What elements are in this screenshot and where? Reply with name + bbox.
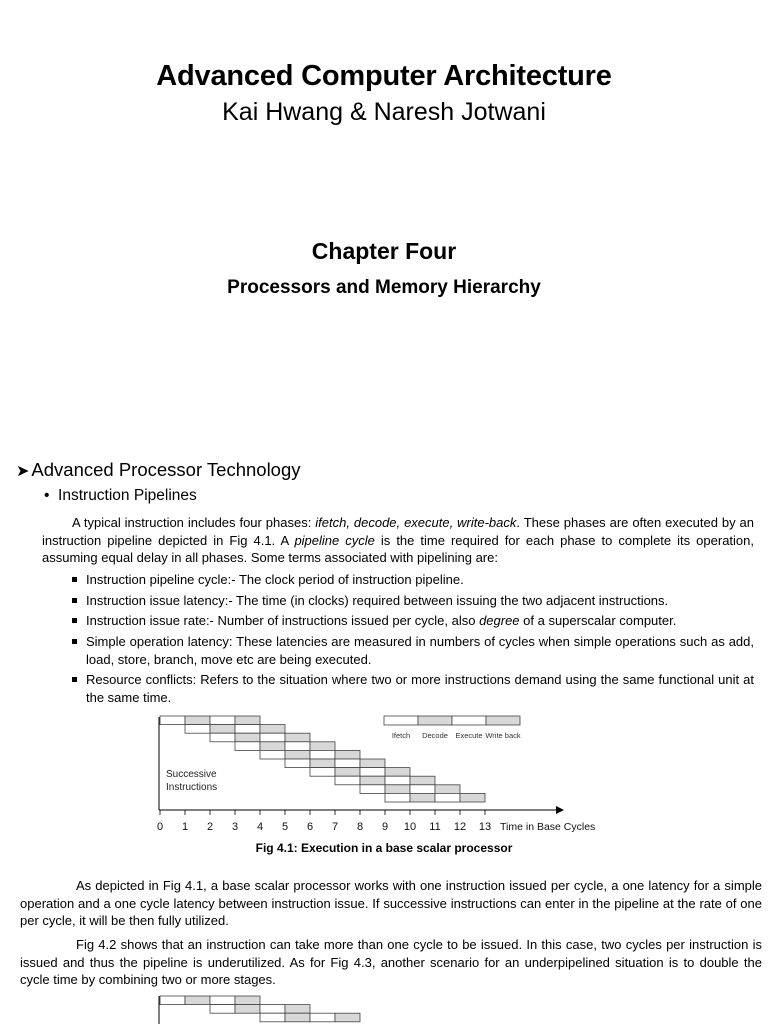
stage-cell: [185, 716, 210, 725]
stage-cell: [260, 750, 285, 759]
stage-cell: [210, 996, 235, 1005]
x-tick-label: 10: [403, 821, 417, 833]
x-tick-label: 6: [306, 821, 314, 833]
stage-cell: [260, 1005, 285, 1014]
legend-label: Write back: [485, 731, 521, 740]
stage-legend: [384, 716, 521, 740]
italic-term: degree: [479, 613, 520, 629]
legend-label: Execute: [455, 731, 483, 740]
text-run: Instruction pipeline cycle:- The clock period of instruction pipeline.: [86, 572, 464, 587]
text-run: of a superscalar computer.: [519, 613, 677, 629]
stage-cell: [335, 750, 360, 759]
x-tick-label: 11: [429, 821, 441, 833]
stage-cell: [335, 776, 360, 785]
stage-cell: [435, 793, 460, 802]
chapter-label: Chapter Four: [311, 238, 457, 264]
legend-label: Ifetch: [391, 731, 411, 740]
stage-cell: [285, 733, 310, 742]
stage-cell: [235, 725, 260, 734]
stage-cell: [210, 716, 235, 725]
next-figure-partial: [0, 994, 768, 1024]
stage-cell: [410, 785, 435, 794]
text-run: Simple operation latency: These latencies are measured in numbers of cycles when simple operations such as add, load, store, branch, move etc are being executed.: [86, 634, 754, 667]
x-tick-label: 7: [331, 821, 339, 833]
text-run: A typical instruction includes four phases:: [72, 515, 316, 530]
x-tick-label: 4: [256, 821, 264, 833]
x-tick-label: 2: [206, 821, 214, 833]
arrow-bullet-icon: ➤: [16, 463, 30, 480]
intro-paragraph: [42, 514, 754, 567]
pipeline-terms-list: [72, 571, 754, 709]
stage-cell: [460, 793, 485, 802]
stage-cell: [235, 742, 260, 751]
list-item: [72, 571, 754, 588]
stage-cell: [235, 1005, 260, 1014]
stage-cell: [285, 742, 310, 751]
legend-cell: [486, 716, 520, 725]
list-item: [72, 592, 754, 609]
chapter-subtitle: Processors and Memory Hierarchy: [227, 277, 541, 298]
stage-cell: [210, 1005, 235, 1014]
x-axis-label: Time in Base Cycles: [500, 821, 596, 833]
stage-cell: [260, 1013, 285, 1022]
stage-cell: [285, 1013, 310, 1022]
x-axis-arrow-icon: [556, 806, 564, 814]
list-item: [72, 633, 754, 668]
subsection-heading-text: Instruction Pipelines: [58, 487, 197, 504]
legend-cell: [384, 716, 418, 725]
document-title: Advanced Computer Architecture: [156, 60, 612, 92]
pipeline-rows-fig42: [160, 996, 360, 1022]
stage-cell: [260, 733, 285, 742]
legend-cell: [452, 716, 486, 725]
x-tick-label: 13: [478, 821, 492, 833]
x-tick-label: 0: [156, 821, 164, 833]
italic-term: pipeline cycle: [294, 532, 375, 548]
stage-cell: [185, 996, 210, 1005]
stage-cell: [335, 768, 360, 777]
section-heading-text: Advanced Processor Technology: [31, 459, 301, 480]
x-tick-label: 5: [281, 821, 289, 833]
stage-cell: [210, 725, 235, 734]
x-tick-label: 9: [381, 821, 389, 833]
stage-cell: [360, 768, 385, 777]
stage-cell: [385, 776, 410, 785]
y-label-line-2: Instructions: [166, 782, 218, 793]
stage-cell: [310, 759, 335, 768]
stage-cell: [285, 1005, 310, 1014]
figure-caption: Fig 4.1: Execution in a base scalar processor: [255, 841, 513, 855]
stage-cell: [435, 785, 460, 794]
x-tick-label: 8: [356, 821, 364, 833]
stage-cell: [335, 759, 360, 768]
stage-cell: [285, 759, 310, 768]
stage-cell: [260, 725, 285, 734]
x-tick-label: 3: [231, 821, 239, 833]
stage-cell: [310, 1013, 335, 1022]
x-ticks: [157, 810, 491, 833]
x-tick-label: 1: [181, 821, 189, 833]
subsection-heading: • Instruction Pipelines: [44, 487, 197, 504]
paragraph-fig42: Fig 4.2 shows that an instruction can take more than one cycle to be issued. In this case, two cycles per instruction is issued and thus the pipeline is underutilized. As for Fig 4.3, another scenario for an underpipelined situation is to double the cycle time by combining two or more stages.: [20, 937, 762, 987]
stage-cell: [385, 793, 410, 802]
stage-cell: [310, 750, 335, 759]
stage-cell: [260, 742, 285, 751]
stage-cell: [310, 742, 335, 751]
section-heading: [16, 459, 301, 481]
stage-cell: [385, 768, 410, 777]
stage-cell: [185, 725, 210, 734]
stage-cell: [360, 759, 385, 768]
legend-cell: [418, 716, 452, 725]
stage-cell: [310, 768, 335, 777]
italic-term: ifetch, decode, execute, write-back: [315, 515, 517, 530]
stage-cell: [210, 733, 235, 742]
text-run: is the time required for each phase to complete its operation, assuming equal delay in all phases. Some terms associated with pipelining are:: [42, 532, 754, 565]
stage-cell: [360, 776, 385, 785]
stage-cell: [160, 716, 185, 725]
list-item: [72, 612, 754, 629]
stage-cell: [235, 716, 260, 725]
legend-label: Decode: [422, 731, 448, 740]
stage-cell: [285, 750, 310, 759]
document-authors: Kai Hwang & Naresh Jotwani: [222, 98, 546, 126]
stage-cell: [235, 996, 260, 1005]
stage-cell: [385, 785, 410, 794]
text-run: Resource conflicts: Refers to the situation where two or more instructions demand using the same functional unit at the same time.: [86, 672, 754, 705]
stage-cell: [360, 785, 385, 794]
y-label-line-1: Successive: [166, 769, 217, 780]
pipeline-figure: [0, 713, 768, 833]
stage-cell: [410, 793, 435, 802]
text-run: Instruction issue latency:- The time (in clocks) required between issuing the two adjacent instructions.: [86, 592, 669, 608]
stage-cell: [160, 996, 185, 1005]
list-item: [72, 671, 754, 706]
text-run: . These phases are often executed by an instruction pipeline depicted in Fig 4.1. A: [42, 515, 754, 548]
x-tick-label: 12: [453, 821, 467, 833]
text-run: Instruction issue rate:- Number of instructions issued per cycle, also: [86, 613, 480, 629]
paragraph-fig41: As depicted in Fig 4.1, a base scalar processor works with one instruction issued per cycle, a one latency for a simple operation and a one cycle latency between instruction issue. If successive instructions can enter in the pipeline at the rate of one per cycle, it will be then fully utilized.: [20, 878, 762, 928]
stage-cell: [335, 1013, 360, 1022]
stage-cell: [235, 733, 260, 742]
stage-cell: [410, 776, 435, 785]
